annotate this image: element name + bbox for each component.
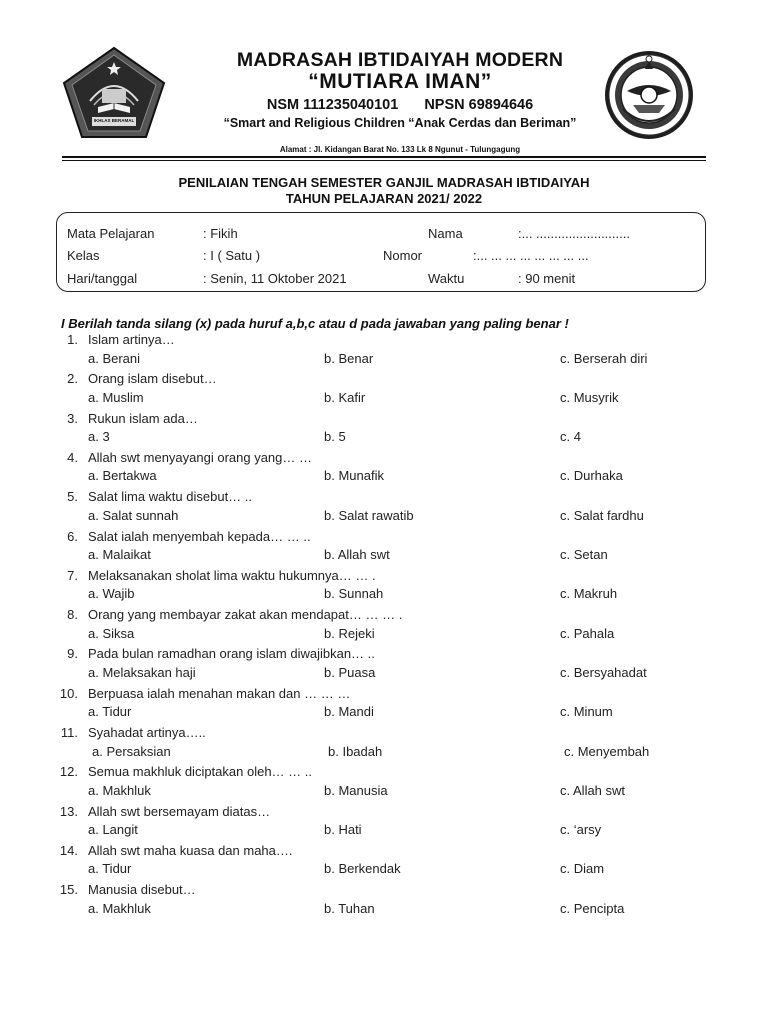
document-header bbox=[0, 0, 768, 160]
nsm-number: NSM 111235040101 bbox=[266, 97, 399, 113]
logo-motto-text: IKHLAS BERAMAL bbox=[93, 118, 135, 123]
question-text: Berpuasa ialah menahan makan dan … … … bbox=[88, 685, 351, 701]
question-text: Allah swt menyayangi orang yang… … bbox=[88, 449, 313, 465]
answer-option-c[interactable]: c. Diam bbox=[560, 861, 605, 877]
answer-option-a[interactable]: a. Siksa bbox=[88, 625, 135, 641]
time-value: : 90 menit bbox=[518, 271, 576, 286]
answer-option-b[interactable]: b. Puasa bbox=[324, 664, 376, 680]
question-text: Manusia disebut… bbox=[88, 882, 196, 898]
school-address: Alamat : Jl. Kidangan Barat No. 133 Lk 8 Ngunut - Tulungagung bbox=[279, 145, 521, 154]
question-number: 2. bbox=[67, 371, 78, 387]
answer-option-a[interactable]: a. Makhluk bbox=[88, 900, 151, 916]
answer-option-c[interactable]: c. Minum bbox=[560, 704, 613, 720]
answer-option-a[interactable]: a. Tidur bbox=[88, 861, 132, 877]
answer-option-a[interactable]: a. Malaikat bbox=[88, 547, 151, 562]
answer-option-a[interactable]: a. Langit bbox=[88, 822, 138, 838]
answer-option-b[interactable]: b. Manusia bbox=[324, 782, 388, 798]
question-number: 4. bbox=[67, 449, 78, 465]
question-number: 9. bbox=[67, 646, 78, 662]
question-text: Rukun islam ada… bbox=[88, 410, 198, 426]
answer-option-b[interactable]: b. Benar bbox=[324, 350, 374, 366]
answer-option-b[interactable]: b. Rejeki bbox=[324, 625, 375, 641]
date-value: : Senin, 11 Oktober 2021 bbox=[203, 271, 347, 286]
answer-option-a[interactable]: a. Tidur bbox=[88, 704, 132, 720]
school-emblem-icon bbox=[603, 49, 695, 141]
answer-option-c[interactable]: c. ‘arsy bbox=[560, 822, 602, 838]
answer-option-a[interactable]: a. Muslim bbox=[88, 389, 144, 405]
exam-title: PENILAIAN TENGAH SEMESTER GANJIL MADRASAH IBTIDAIYAH bbox=[178, 175, 590, 190]
question-text: Melaksanakan sholat lima waktu hukumnya… … . bbox=[88, 567, 376, 583]
school-ids bbox=[180, 97, 620, 113]
answer-option-b[interactable]: b. Tuhan bbox=[324, 900, 375, 916]
header-divider-thin bbox=[62, 160, 706, 161]
question-number: 11. bbox=[60, 725, 78, 740]
question-text: Allah swt maha kuasa dan maha…. bbox=[88, 842, 293, 858]
answer-option-c[interactable]: c. Makruh bbox=[560, 586, 618, 602]
answer-option-b[interactable]: b. 5 bbox=[324, 429, 346, 445]
answer-option-b[interactable]: b. Sunnah bbox=[324, 586, 384, 602]
answer-option-a[interactable]: a. Wajib bbox=[88, 586, 135, 602]
answer-option-a[interactable]: a. 3 bbox=[88, 429, 110, 445]
school-name: MADRASAH IBTIDAIYAH MODERN bbox=[236, 49, 564, 71]
answer-option-a[interactable]: a. Persaksian bbox=[92, 743, 171, 759]
number-label: Nomor bbox=[383, 248, 423, 263]
answer-option-a[interactable]: a. Salat sunnah bbox=[88, 507, 179, 523]
date-label: Hari/tanggal bbox=[67, 271, 138, 286]
question-text: Syahadat artinya….. bbox=[88, 725, 206, 740]
question-number: 8. bbox=[67, 607, 78, 623]
instruction-text: I Berilah tanda silang (x) pada huruf a,b,c atau d pada jawaban yang paling benar ! bbox=[61, 316, 569, 331]
name-field[interactable]: :... .......................... bbox=[518, 226, 630, 241]
question-number: 7. bbox=[67, 567, 78, 583]
subject-label: Mata Pelajaran bbox=[67, 226, 155, 241]
answer-option-a[interactable]: a. Berani bbox=[88, 350, 141, 366]
question-text: Orang islam disebut… bbox=[88, 371, 217, 387]
answer-option-c[interactable]: c. Pencipta bbox=[560, 900, 625, 916]
answer-option-c[interactable]: c. Berserah diri bbox=[560, 350, 648, 366]
answer-option-a[interactable]: a. Makhluk bbox=[88, 782, 151, 798]
question-text: Islam artinya… bbox=[88, 332, 175, 347]
answer-option-c[interactable]: c. 4 bbox=[560, 429, 581, 445]
answer-option-b[interactable]: b. Berkendak bbox=[324, 861, 401, 877]
question-number: 10. bbox=[59, 685, 78, 701]
time-label: Waktu bbox=[428, 271, 465, 286]
answer-option-c[interactable]: c. Allah swt bbox=[560, 782, 626, 798]
question-number: 12. bbox=[59, 764, 78, 780]
question-number: 5. bbox=[67, 489, 78, 505]
question-text: Orang yang membayar zakat akan mendapat… … … . bbox=[88, 607, 403, 623]
class-value: : I ( Satu ) bbox=[203, 248, 261, 263]
number-field[interactable]: :... ... ... ... ... ... ... ... bbox=[473, 248, 589, 263]
answer-option-b[interactable]: b. Salat rawatib bbox=[324, 507, 414, 523]
answer-option-c[interactable]: c. Salat fardhu bbox=[560, 507, 644, 523]
question-number: 13. bbox=[59, 803, 78, 819]
class-label: Kelas bbox=[67, 248, 100, 263]
answer-option-c[interactable]: c. Setan bbox=[560, 547, 608, 562]
answer-option-b[interactable]: b. Allah swt bbox=[324, 547, 390, 562]
question-number: 3. bbox=[67, 410, 78, 426]
question-text: Allah swt bersemayam diatas… bbox=[88, 803, 271, 819]
question-number: 6. bbox=[67, 528, 78, 544]
student-info-box bbox=[56, 212, 706, 292]
answer-option-c[interactable]: c. Durhaka bbox=[560, 468, 623, 484]
answer-option-b[interactable]: b. Kafir bbox=[324, 389, 366, 405]
question-text: Semua makhluk diciptakan oleh… … .. bbox=[88, 764, 312, 780]
question-text: Salat ialah menyembah kepada… … .. bbox=[88, 528, 311, 544]
answer-option-b[interactable]: b. Ibadah bbox=[328, 743, 383, 759]
answer-option-b[interactable]: b. Munafik bbox=[324, 468, 384, 484]
npsn-number: NPSN 69894646 bbox=[424, 97, 534, 113]
answer-option-a[interactable]: a. Melaksakan haji bbox=[88, 664, 196, 680]
exam-year: TAHUN PELAJARAN 2021/ 2022 bbox=[285, 191, 483, 206]
school-motto: “Smart and Religious Children “Anak Cerdas dan Beriman” bbox=[223, 116, 577, 130]
question-text: Pada bulan ramadhan orang islam diwajibkan… .. bbox=[88, 646, 375, 662]
answer-option-c[interactable]: c. Menyembah bbox=[564, 743, 650, 759]
answer-option-a[interactable]: a. Bertakwa bbox=[88, 468, 157, 484]
question-number: 14. bbox=[59, 842, 78, 858]
answer-option-c[interactable]: c. Musyrik bbox=[560, 389, 619, 405]
answer-option-b[interactable]: b. Hati bbox=[324, 822, 362, 838]
subject-value: : Fikih bbox=[203, 226, 238, 241]
school-subname: “MUTIARA IMAN” bbox=[308, 70, 492, 93]
question-number: 15. bbox=[59, 882, 78, 898]
kemenag-logo-icon bbox=[60, 45, 168, 140]
question-text: Salat lima waktu disebut… .. bbox=[88, 489, 253, 505]
answer-option-c[interactable]: c. Pahala bbox=[560, 625, 615, 641]
name-label: Nama bbox=[428, 226, 463, 241]
answer-option-b[interactable]: b. Mandi bbox=[324, 704, 374, 720]
answer-option-c[interactable]: c. Bersyahadat bbox=[560, 664, 647, 680]
header-divider bbox=[62, 156, 706, 158]
question-number: 1. bbox=[67, 332, 78, 347]
